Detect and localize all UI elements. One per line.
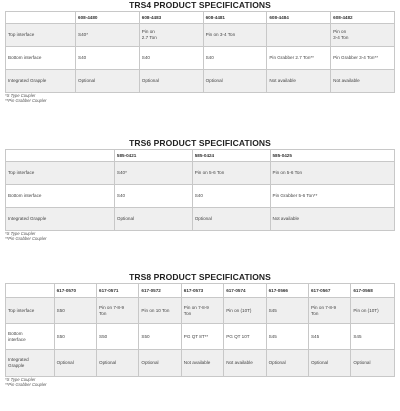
table-cell: S40 — [139, 47, 203, 70]
table-cell: S40 — [203, 47, 267, 70]
row-label: Integrated Grapple — [6, 70, 76, 93]
table-cell: S45 — [308, 324, 350, 350]
trs6-spec-table — [5, 149, 395, 231]
table-cell: PG QT 10T — [224, 324, 266, 350]
table-cell: Pin on 7-8-9 Ton — [308, 298, 350, 324]
table-cell: S40* — [114, 162, 192, 185]
table-cell: S45 — [266, 324, 308, 350]
table-cell: Pin Grabber 5-6 Ton** — [270, 185, 395, 208]
column-header-part-number: 617-0574 — [224, 284, 266, 298]
trs4-note-pin-grabber: **Pin Grabber Coupler — [5, 98, 47, 103]
table-row — [6, 47, 395, 70]
trs4-section — [5, 0, 395, 103]
table-cell: Pin on 5-6 Ton — [270, 162, 395, 185]
trs6-title: TRS6 PRODUCT SPECIFICATIONS — [129, 138, 271, 148]
table-cell: S40* — [76, 24, 140, 47]
table-row — [6, 70, 395, 93]
table-cell: Optional — [114, 208, 192, 231]
column-header-part-number: 617-0570 — [54, 284, 96, 298]
trs4-spec-table — [5, 11, 395, 93]
trs6-header-row — [6, 150, 395, 162]
table-cell: Pin on 7-8-9 Ton — [181, 298, 223, 324]
trs8-note-s-type: *S Type Coupler — [5, 377, 36, 382]
table-cell: S50 — [97, 324, 139, 350]
table-row — [6, 208, 395, 231]
table-cell: S40 — [114, 185, 192, 208]
table-cell: S45 — [266, 298, 308, 324]
table-cell: Optional — [308, 350, 350, 377]
table-cell — [267, 24, 331, 47]
column-header-part-number: 585-0424 — [192, 150, 270, 162]
table-cell: Pin on 7-8-9 Ton — [97, 298, 139, 324]
row-label: Bottom interface — [6, 47, 76, 70]
column-header-part-number: 617-0567 — [308, 284, 350, 298]
table-row — [6, 185, 395, 208]
row-label: Integrated Grapple — [6, 208, 115, 231]
table-cell: S40 — [76, 47, 140, 70]
table-cell: Pin on (10T) — [351, 298, 395, 324]
column-header-part-number: 585-0421 — [114, 150, 192, 162]
column-header-part-number: 617-0571 — [97, 284, 139, 298]
table-row — [6, 24, 395, 47]
column-header-part-number: 617-0573 — [181, 284, 223, 298]
column-header-part-number: 608-4483 — [139, 12, 203, 24]
column-header-blank — [6, 12, 76, 24]
row-label: Integrated Grapple — [6, 350, 55, 377]
table-cell: Pin on 3-4 Ton — [203, 24, 267, 47]
table-cell: Optional — [266, 350, 308, 377]
table-cell: Pin Grabber 2.7 Ton** — [267, 47, 331, 70]
table-row — [6, 350, 395, 377]
table-cell: Not available — [270, 208, 395, 231]
column-header-blank — [6, 150, 115, 162]
table-cell: Pin on 2.7 Ton — [139, 24, 203, 47]
table-cell: S50 — [139, 324, 181, 350]
column-header-part-number: 617-0572 — [139, 284, 181, 298]
trs8-header-row — [6, 284, 395, 298]
table-cell: Pin on (10T) — [224, 298, 266, 324]
row-label: Bottom interface — [6, 185, 115, 208]
trs4-title: TRS4 PRODUCT SPECIFICATIONS — [129, 0, 271, 10]
table-cell: Pin on 10 Ton — [139, 298, 181, 324]
trs4-header-row — [6, 12, 395, 24]
column-header-part-number: 617-0568 — [351, 284, 395, 298]
trs4-note-s-type: *S Type Coupler — [5, 93, 36, 98]
column-header-part-number: 608-4481 — [203, 12, 267, 24]
table-cell: Optional — [54, 350, 96, 377]
table-cell: Not available — [267, 70, 331, 93]
row-label: Top interface — [6, 162, 115, 185]
table-cell: Optional — [139, 350, 181, 377]
table-cell: Pin Grabber 3-4 Ton** — [331, 47, 395, 70]
table-cell: Optional — [351, 350, 395, 377]
table-cell: Not available — [331, 70, 395, 93]
table-cell: Not available — [181, 350, 223, 377]
column-header-part-number: 617-0566 — [266, 284, 308, 298]
table-cell: S45 — [351, 324, 395, 350]
table-cell: S50 — [54, 324, 96, 350]
table-cell: Optional — [192, 208, 270, 231]
table-cell: S50 — [54, 298, 96, 324]
table-row — [6, 324, 395, 350]
trs6-note-s-type: *S Type Coupler — [5, 231, 36, 236]
trs8-section — [5, 272, 395, 387]
table-cell: S40 — [192, 185, 270, 208]
row-label: Bottom interface — [6, 324, 55, 350]
trs8-note-pin-grabber: **Pin Grabber Coupler — [5, 382, 47, 387]
trs6-note-pin-grabber: **Pin Grabber Coupler — [5, 236, 47, 241]
table-cell: Pin on 5-6 Ton — [192, 162, 270, 185]
table-cell: Pin on 3-4 Ton — [331, 24, 395, 47]
table-cell: PG QT 8T** — [181, 324, 223, 350]
table-row — [6, 298, 395, 324]
row-label: Top interface — [6, 24, 76, 47]
column-header-part-number: 608-4480 — [76, 12, 140, 24]
table-cell: Optional — [203, 70, 267, 93]
table-row — [6, 162, 395, 185]
table-cell: Optional — [139, 70, 203, 93]
column-header-blank — [6, 284, 55, 298]
table-cell: Not available — [224, 350, 266, 377]
table-cell: Optional — [97, 350, 139, 377]
column-header-part-number: 608-4482 — [331, 12, 395, 24]
row-label: Top interface — [6, 298, 55, 324]
column-header-part-number: 608-4484 — [267, 12, 331, 24]
table-cell: Optional — [76, 70, 140, 93]
trs6-section — [5, 138, 395, 241]
trs8-title: TRS8 PRODUCT SPECIFICATIONS — [129, 272, 271, 282]
trs8-spec-table — [5, 283, 395, 377]
column-header-part-number: 585-0425 — [270, 150, 395, 162]
